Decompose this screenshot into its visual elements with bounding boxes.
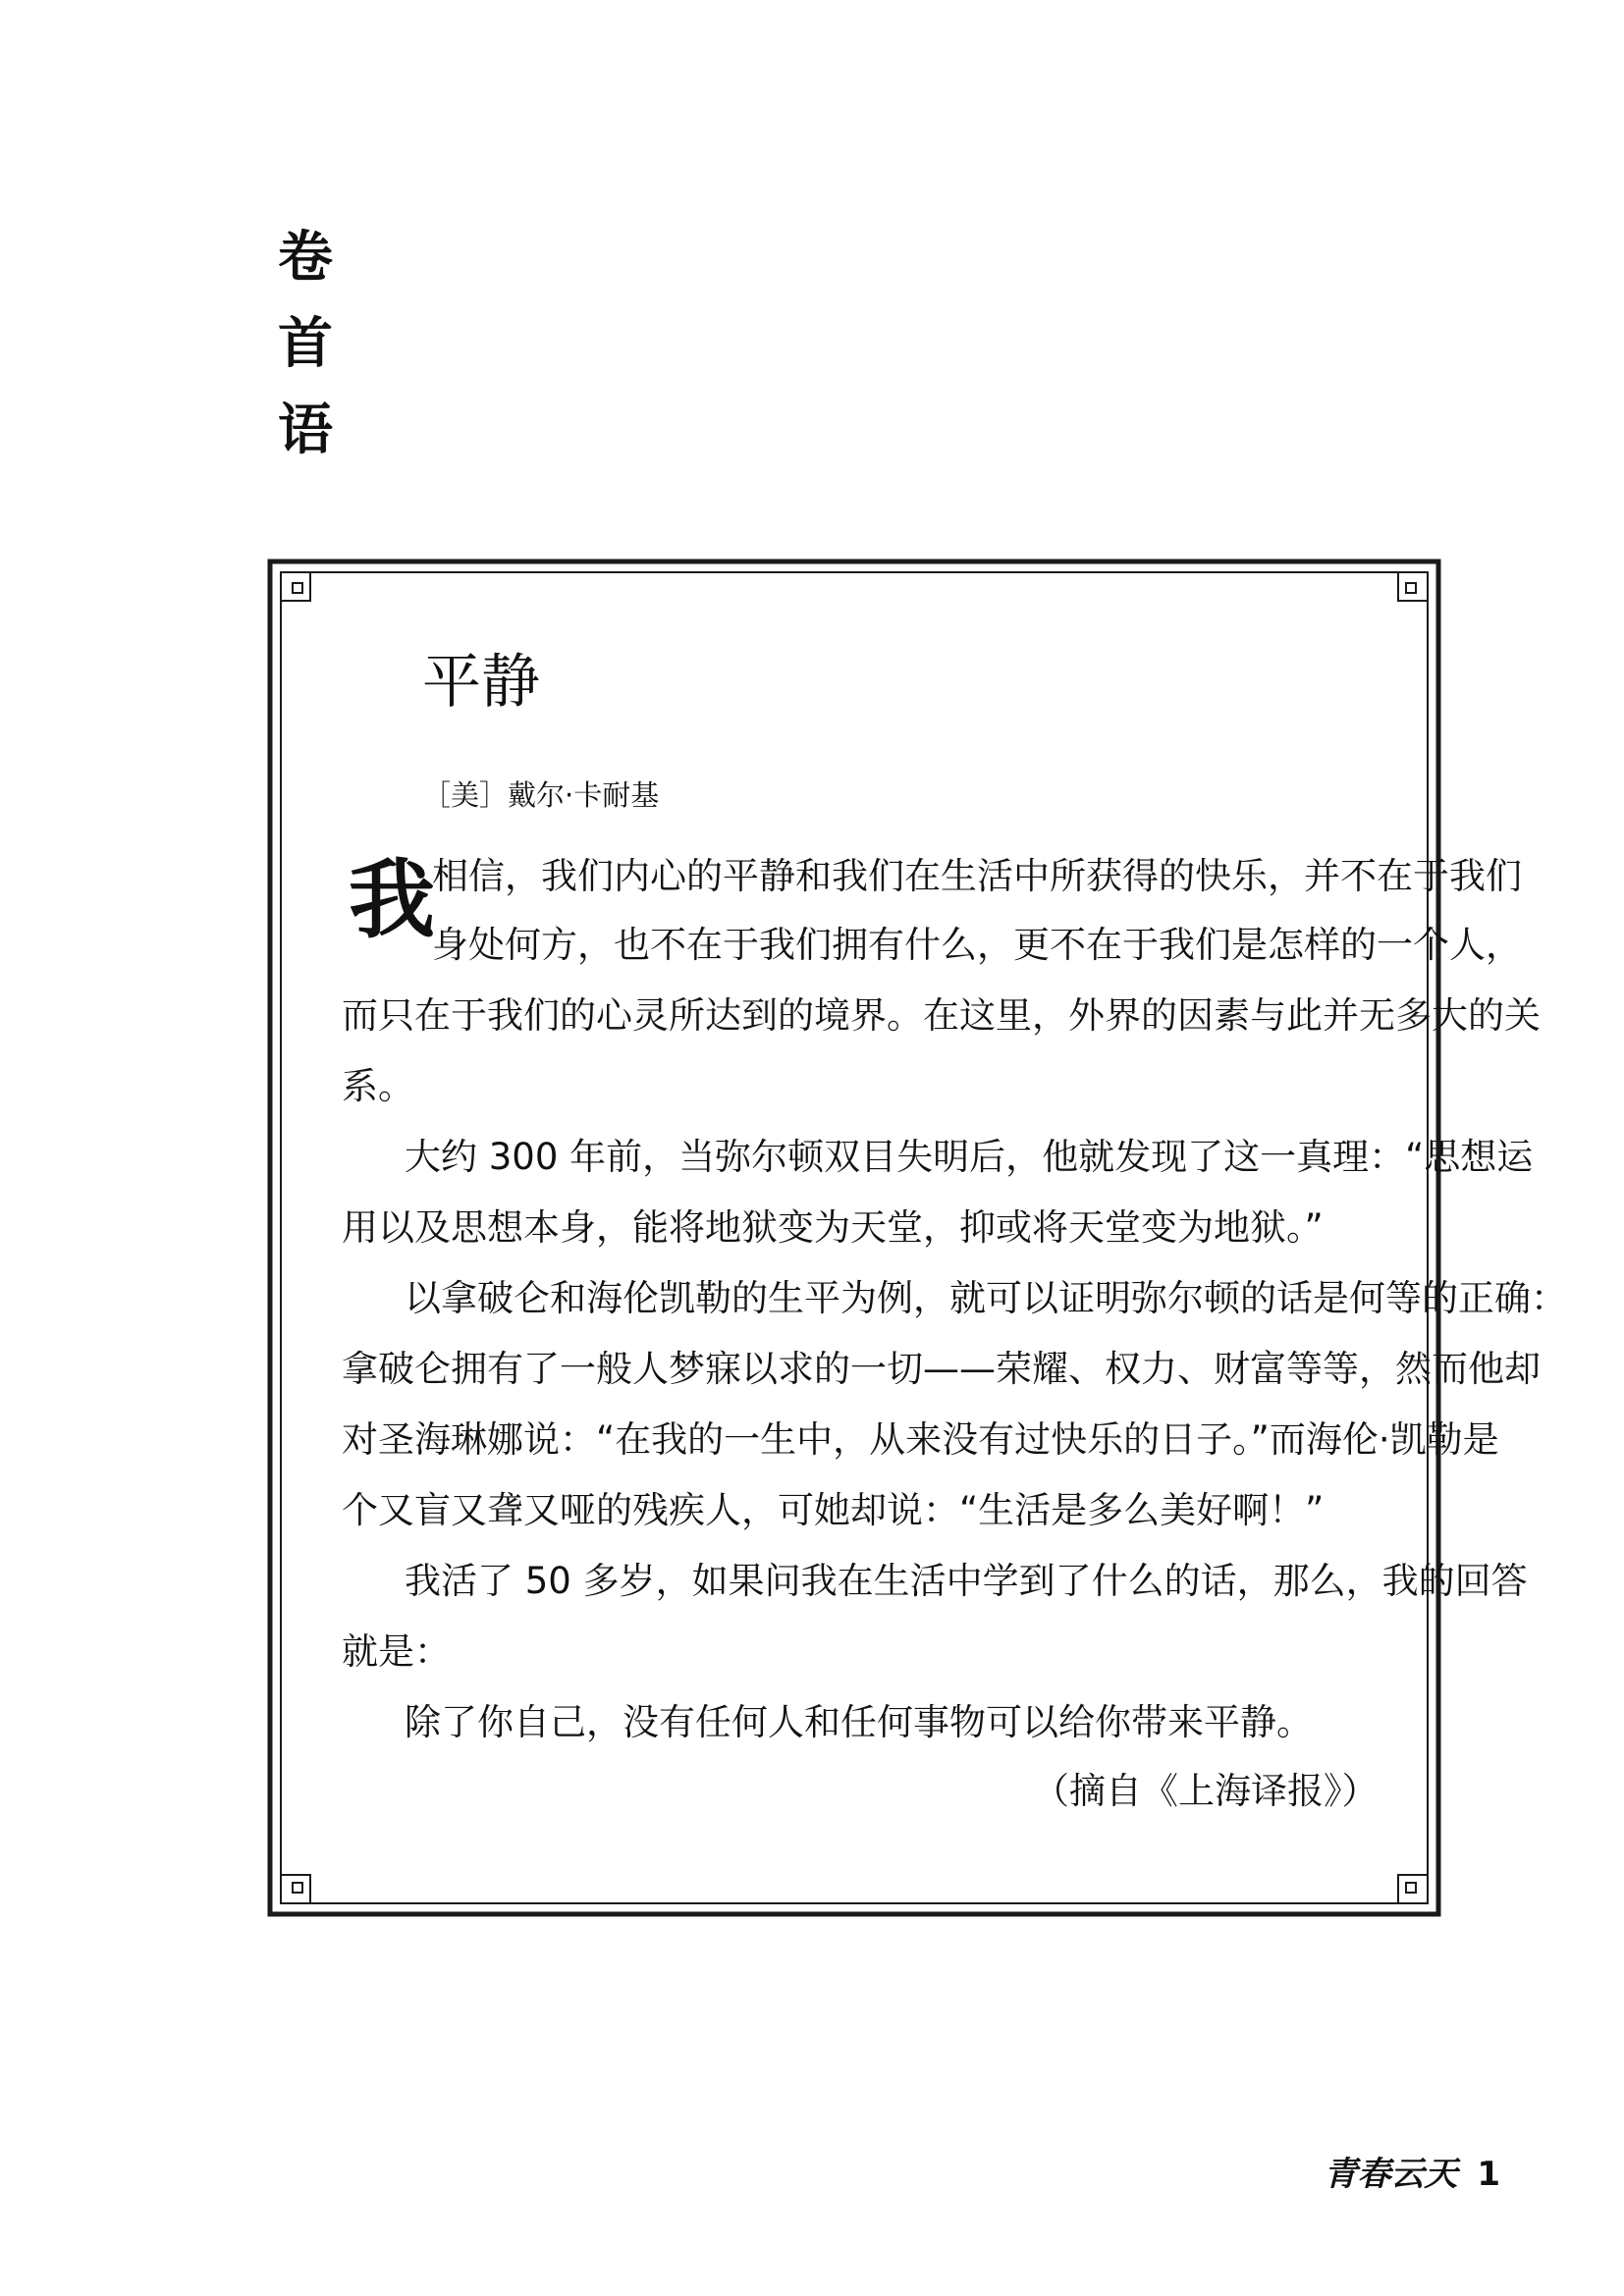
body-text-line: 身处何方，也不在于我们拥有什么，更不在于我们是怎样的一个人， [432,924,1522,966]
drop-cap: 我 [349,849,436,950]
body-text-line: 个又盲又聋又哑的残疾人，可她却说：“生活是多么美好啊！” [342,1489,1325,1531]
article-source: （摘自《上海译报》） [1033,1770,1379,1812]
page-number: 1 [1477,2155,1500,2194]
body-text-line: 而只在于我们的心灵所达到的境界。在这里，外界的因素与此并无多大的关 [342,994,1541,1037]
body-text-line: 大约 300 年前，当弥尔顿双目失明后，他就发现了这一真理：“思想运 [405,1136,1534,1178]
article-title: 平静 [422,648,540,717]
body-text-line: 以拿破仑和海伦凯勒的生平为例，就可以证明弥尔顿的话是何等的正确： [405,1277,1567,1319]
frame-corner-top-left [270,561,310,601]
body-text-line: 就是： [342,1630,451,1673]
body-text-line: 对圣海琳娜说：“在我的一生中，从来没有过快乐的日子。”而海伦·凯勒是 [342,1418,1499,1461]
body-text-line: 相信，我们内心的平静和我们在生活中所获得的快乐，并不在于我们 [432,855,1522,897]
section-title-char: 语 [278,398,333,462]
body-text-line: 除了你自己，没有任何人和任何事物可以给你带来平静。 [405,1701,1313,1743]
frame-corner-bottom-right [1398,1875,1438,1914]
body-text-line: 系。 [342,1065,414,1107]
section-title-char: 首 [278,311,333,376]
section-title-char: 卷 [278,225,333,290]
page-footer [1324,2150,1500,2199]
running-title: 青春云天 [1324,2155,1458,2194]
body-text-line: 拿破仑拥有了一般人梦寐以求的一切——荣耀、权力、财富等等，然而他却 [342,1348,1541,1390]
frame-corner-top-right [1398,561,1438,601]
body-text-line: 用以及思想本身，能将地狱变为天堂，抑或将天堂变为地狱。” [342,1206,1324,1249]
frame-corner-bottom-left [270,1875,310,1914]
article-author: ［美］戴尔·卡耐基 [422,778,660,812]
body-text-line: 我活了 50 多岁，如果问我在生活中学到了什么的话，那么，我的回答 [405,1560,1528,1602]
